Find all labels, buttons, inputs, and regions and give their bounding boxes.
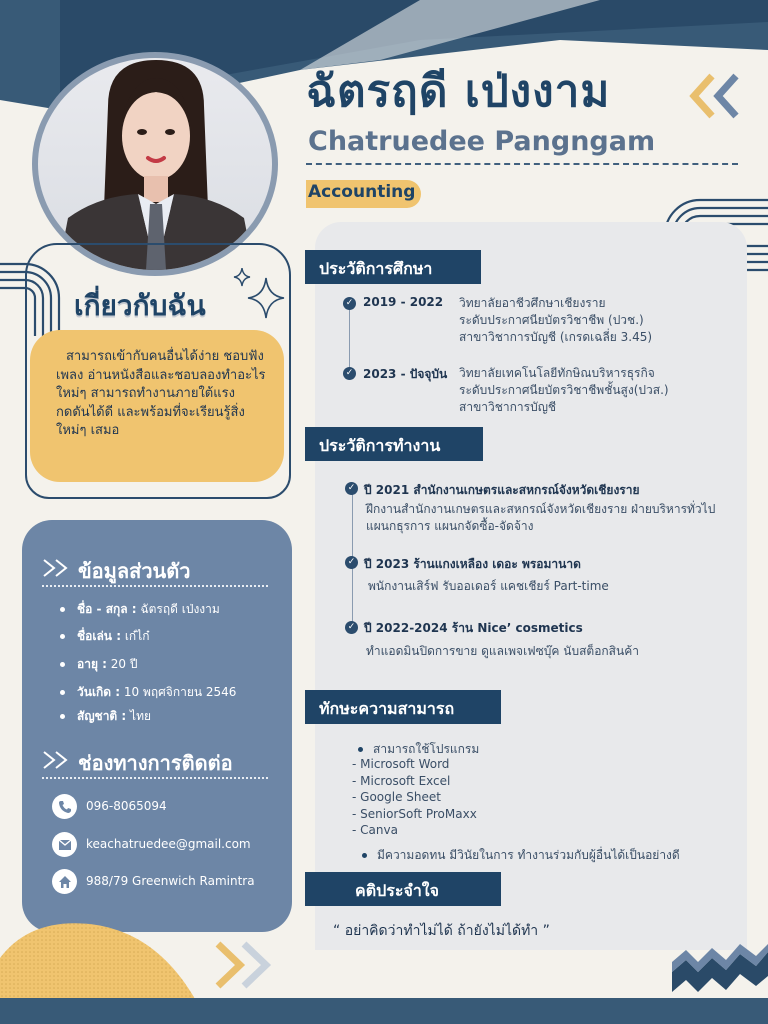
work-description: ฝึกงานสำนักงานเกษตรและสหกรณ์จังหวัดเชียงราย ฝ่ายบริหารทั่วไป แผนกธุรการ แผนกจัดซื้อ-จัดจ้าง [366, 502, 716, 534]
info-row-name: ชื่อ - สกุล : ฉัตรฤดี เป่งงาม [60, 600, 220, 619]
phone-number: 096-8065094 [86, 799, 167, 813]
email-address: keachatruedee@gmail.com [86, 837, 251, 851]
check-icon: ✓ [345, 482, 358, 495]
zigzag-decoration [672, 930, 768, 1000]
work-title: ปี 2022-2024 ร้าน Nice’ cosmetics [364, 621, 583, 635]
chevron-left-decoration-icon [686, 70, 746, 122]
education-heading: ประวัติการศึกษา [305, 250, 481, 284]
work-title: ปี 2023 ร้านแกงเหลือง เดอะ พรอมานาด [364, 557, 581, 571]
skill-item: - Microsoft Word [352, 757, 450, 771]
personal-info-title: ข้อมูลส่วนตัว [78, 559, 191, 583]
education-year: 2023 - ปัจจุบัน [363, 367, 448, 381]
info-row-nationality: สัญชาติ : ไทย [60, 707, 151, 726]
skill-soft: มีความอดทน มีวินัยในการ ทำงานร่วมกับผู้อื่นได้เป็นอย่างดี [362, 846, 680, 865]
skill-program-heading: สามารถใช้โปรแกรม [358, 740, 479, 759]
skills-heading: ทักษะความสามารถ [305, 690, 501, 724]
check-icon: ✓ [343, 297, 356, 310]
work-title: ปี 2021 สำนักงานเกษตรและสหกรณ์จังหวัดเชียงราย [364, 483, 640, 497]
home-icon [52, 869, 77, 894]
footer-band [0, 998, 768, 1024]
about-title: เกี่ยวกับฉัน [74, 289, 206, 322]
phone-icon [52, 794, 77, 819]
motto-heading: คติประจำใจ [305, 872, 501, 906]
contact-title: ช่องทางการติดต่อ [78, 751, 233, 775]
info-row-age: อายุ : 20 ปี [60, 655, 137, 674]
name-english: Chatruedee Pangngam [308, 126, 656, 157]
about-text: สามารถเข้ากับคนอื่นได้ง่าย ชอบฟังเพลง อ่านหนังสือและชอบลองทำอะไรใหม่ๆ สามารถทำงานภายใต้แรงกดดันได้ดี และพร้อมที่จะเรียนรู้สิ่งใหม่ๆ เสมอ [30, 330, 284, 482]
check-icon: ✓ [345, 556, 358, 569]
double-chevron-icon [42, 750, 74, 770]
motto-text: “ อย่าคิดว่าทำไม่ได้ ถ้ายังไม่ได้ทำ ” [333, 923, 550, 939]
education-year: 2019 - 2022 [363, 295, 444, 309]
check-icon: ✓ [343, 367, 356, 380]
sparkle-icon [230, 268, 286, 320]
contact-divider [42, 777, 268, 779]
work-description: พนักงานเสิร์ฟ รับออเดอร์ แคชเชียร์ Part-time [368, 579, 609, 593]
envelope-icon [52, 832, 77, 857]
dotted-blob-decoration [0, 918, 210, 1008]
work-description: ทำแอดมินปิดการขาย ดูแลเพจเฟซบุ๊ค นับสต็อกสินค้า [366, 644, 639, 658]
skill-item: - Canva [352, 823, 398, 837]
skill-item: - Google Sheet [352, 790, 441, 804]
name-divider [306, 163, 738, 165]
education-detail: วิทยาลัยอาชีวศึกษาเชียงราย ระดับประกาศนียบัตรวิชาชีพ (ปวช.) สาขาวิชาการบัญชี (เกรดเฉลี่ย 3.45) [459, 296, 653, 344]
info-row-birthday: วันเกิด : 10 พฤศจิกายน 2546 [60, 683, 236, 702]
info-row-nickname: ชื่อเล่น : เก๋ไก๋ [60, 627, 150, 646]
profile-photo [38, 58, 272, 270]
home-address: 988/79 Greenwich Ramintra [86, 874, 255, 888]
education-detail: วิทยาลัยเทคโนโลยีทักษิณบริหารธุรกิจ ระดับประกาศนียบัตรวิชาชีพชั้นสูง(ปวส.) สาขาวิชาการบัญชี [459, 366, 669, 414]
personal-divider [42, 585, 268, 587]
work-heading: ประวัติการทำงาน [305, 427, 483, 461]
name-thai: ฉัตรฤดี เป่งงาม [306, 66, 611, 117]
skill-item: - SeniorSoft ProMaxx [352, 807, 477, 821]
chevron-right-decoration-icon [212, 940, 282, 990]
position-badge: Accounting [306, 180, 421, 208]
double-chevron-icon [42, 558, 74, 578]
check-icon: ✓ [345, 621, 358, 634]
skill-item: - Microsoft Excel [352, 774, 451, 788]
